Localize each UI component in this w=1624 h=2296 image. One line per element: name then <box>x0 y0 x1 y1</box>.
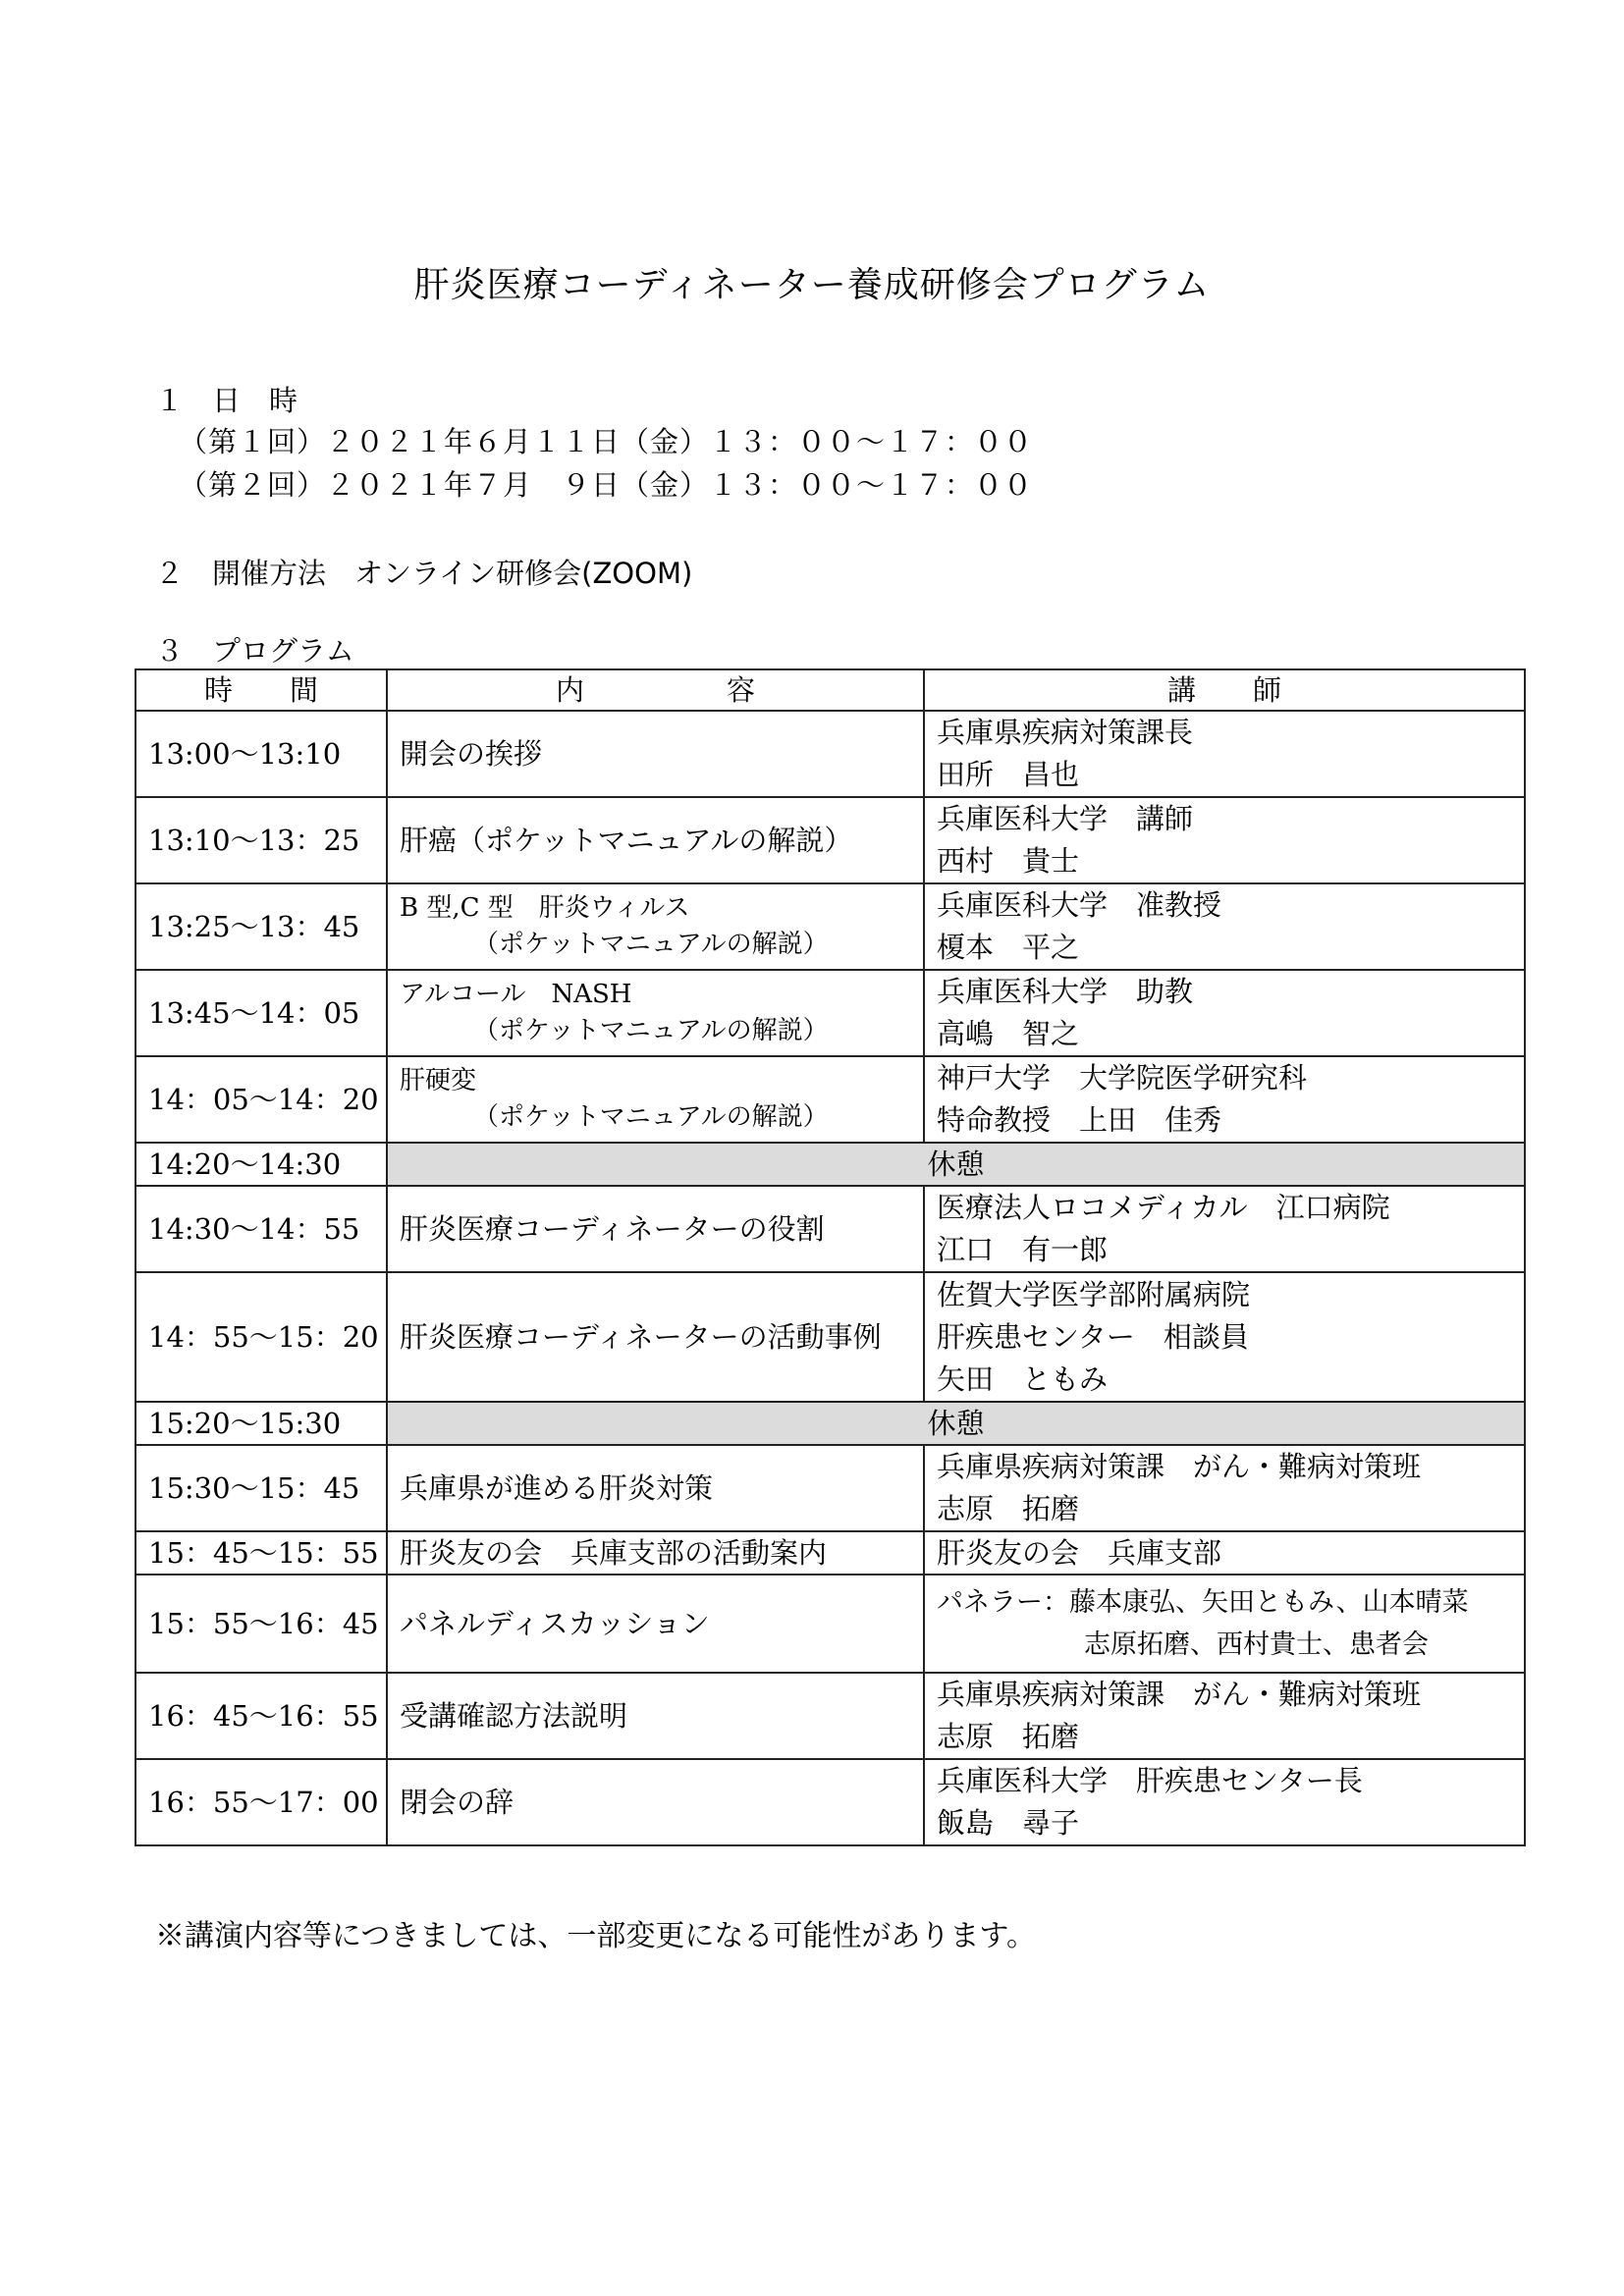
section-program-heading: ３ プログラム <box>155 634 354 667</box>
lecturer-cell <box>924 1272 1525 1402</box>
change-notice: ※講演内容等につきましては、一部変更になる可能性があります。 <box>155 1919 1036 1953</box>
lecturer-line: 矢田 ともみ <box>937 1362 1109 1396</box>
lecturer-line: 志原 拓磨 <box>937 1720 1080 1753</box>
lecturer-line: 神戸大学 大学院医学研究科 <box>937 1061 1308 1095</box>
session-2-datetime: （第２回）２０２１年７月 ９日（金）１３：００～１７：００ <box>179 468 1034 502</box>
table-row <box>135 1272 1525 1402</box>
content-cell <box>387 1056 924 1143</box>
content-cell: パネルディスカッション <box>387 1575 924 1673</box>
lecturer-line: 志原拓磨、西村貴士、患者会 <box>1084 1629 1429 1660</box>
time-cell: 15:20～15:30 <box>135 1402 387 1445</box>
time-cell: 14：55～15：20 <box>135 1272 387 1402</box>
lecturer-line: 肝疾患センター 相談員 <box>937 1319 1249 1354</box>
lecturer-cell <box>924 883 1525 970</box>
lecturer-line: 兵庫医科大学 准教授 <box>937 888 1222 922</box>
header-content: 内 容 <box>387 669 924 711</box>
lecturer-line: 特命教授 上田 佳秀 <box>937 1103 1222 1137</box>
table-row <box>135 1445 1525 1531</box>
time-cell: 15:30～15：45 <box>135 1445 387 1531</box>
table-row <box>135 970 1525 1056</box>
break-cell: 休憩 <box>387 1143 1525 1186</box>
lecturer-cell <box>924 1445 1525 1531</box>
lecturer-line: 西村 貴士 <box>937 844 1080 878</box>
lecturer-line: 榎本 平之 <box>937 931 1080 964</box>
content-cell: 肝炎医療コーディネーターの役割 <box>387 1186 924 1272</box>
lecturer-cell <box>924 711 1525 797</box>
content-cell: 肝炎友の会 兵庫支部の活動案内 <box>387 1531 924 1575</box>
lecturer-line: 医療法人ロコメディカル 江口病院 <box>937 1191 1390 1224</box>
header-lecturer: 講 師 <box>924 669 1525 711</box>
lecturer-cell <box>924 1673 1525 1759</box>
section-datetime-heading: １ 日 時 <box>155 384 298 417</box>
lecturer-cell <box>924 1186 1525 1272</box>
content-line: （ポケットマニュアルの解説） <box>473 930 829 959</box>
content-line: （ポケットマニュアルの解説） <box>473 1016 829 1045</box>
table-row <box>135 883 1525 970</box>
table-row <box>135 711 1525 797</box>
content-line: アルコール NASH <box>400 980 632 1009</box>
lecturer-line: 兵庫県疾病対策課長 <box>937 716 1194 749</box>
break-row <box>135 1402 1525 1445</box>
time-cell: 14:30～14：55 <box>135 1186 387 1272</box>
time-cell: 13:45～14：05 <box>135 970 387 1056</box>
time-cell: 13:25～13：45 <box>135 883 387 970</box>
lecturer-line: 兵庫医科大学 助教 <box>937 975 1194 1008</box>
content-line: B 型,C 型 肝炎ウィルス <box>400 893 690 923</box>
time-cell: 16：55～17：00 <box>135 1759 387 1845</box>
lecturer-cell <box>924 1531 1525 1575</box>
content-cell <box>387 970 924 1056</box>
content-cell: 肝癌（ポケットマニュアルの解説） <box>387 797 924 883</box>
session-1-datetime: （第１回）２０２１年６月１１日（金）１３：００～１７：００ <box>179 425 1034 458</box>
table-row <box>135 797 1525 883</box>
time-cell: 14：05～14：20 <box>135 1056 387 1143</box>
time-cell: 15：55～16：45 <box>135 1575 387 1673</box>
break-row <box>135 1143 1525 1186</box>
lecturer-line: 兵庫医科大学 肝疾患センター長 <box>937 1764 1363 1797</box>
table-header-row <box>135 669 1525 711</box>
time-cell: 14:20～14:30 <box>135 1143 387 1186</box>
table-row <box>135 1759 1525 1845</box>
lecturer-line: 佐賀大学医学部附属病院 <box>937 1277 1251 1311</box>
content-cell: 受講確認方法説明 <box>387 1673 924 1759</box>
content-cell <box>387 883 924 970</box>
lecturer-line: パネラー：藤本康弘、矢田ともみ、山本晴菜 <box>937 1587 1469 1618</box>
content-cell: 閉会の辞 <box>387 1759 924 1845</box>
lecturer-cell <box>924 1759 1525 1845</box>
lecturer-line: 兵庫県疾病対策課 がん・難病対策班 <box>937 1450 1422 1483</box>
lecturer-cell <box>924 970 1525 1056</box>
lecturer-line: 江口 有一郎 <box>937 1233 1109 1266</box>
header-time: 時 間 <box>135 669 387 711</box>
content-line: 肝硬変 <box>400 1066 477 1095</box>
content-cell: 開会の挨拶 <box>387 711 924 797</box>
time-cell: 16：45～16：55 <box>135 1673 387 1759</box>
section-method-heading: ２ 開催方法 オンライン研修会(ZOOM) <box>155 557 693 590</box>
time-cell: 13:00～13:10 <box>135 711 387 797</box>
lecturer-line: 田所 昌也 <box>937 758 1080 791</box>
content-line: （ポケットマニュアルの解説） <box>473 1102 829 1132</box>
time-cell: 13:10～13：25 <box>135 797 387 883</box>
table-row <box>135 1673 1525 1759</box>
table-row <box>135 1575 1525 1673</box>
table-row <box>135 1056 1525 1143</box>
time-cell: 15：45～15：55 <box>135 1531 387 1575</box>
lecturer-cell <box>924 1056 1525 1143</box>
lecturer-line: 飯島 尋子 <box>937 1806 1080 1840</box>
lecturer-line: 肝炎友の会 兵庫支部 <box>937 1536 1222 1570</box>
table-row <box>135 1186 1525 1272</box>
lecturer-line: 高嶋 智之 <box>937 1017 1080 1050</box>
lecturer-line: 志原 拓磨 <box>937 1492 1080 1525</box>
page-title: 肝炎医療コーディネーター養成研修会プログラム <box>413 265 1211 305</box>
lecturer-cell <box>924 1575 1525 1673</box>
lecturer-cell <box>924 797 1525 883</box>
lecturer-line: 兵庫医科大学 講師 <box>937 802 1194 835</box>
break-cell: 休憩 <box>387 1402 1525 1445</box>
content-cell: 兵庫県が進める肝炎対策 <box>387 1445 924 1531</box>
program-table <box>135 668 1526 1846</box>
table-row <box>135 1531 1525 1575</box>
content-cell: 肝炎医療コーディネーターの活動事例 <box>387 1272 924 1402</box>
lecturer-line: 兵庫県疾病対策課 がん・難病対策班 <box>937 1678 1422 1711</box>
